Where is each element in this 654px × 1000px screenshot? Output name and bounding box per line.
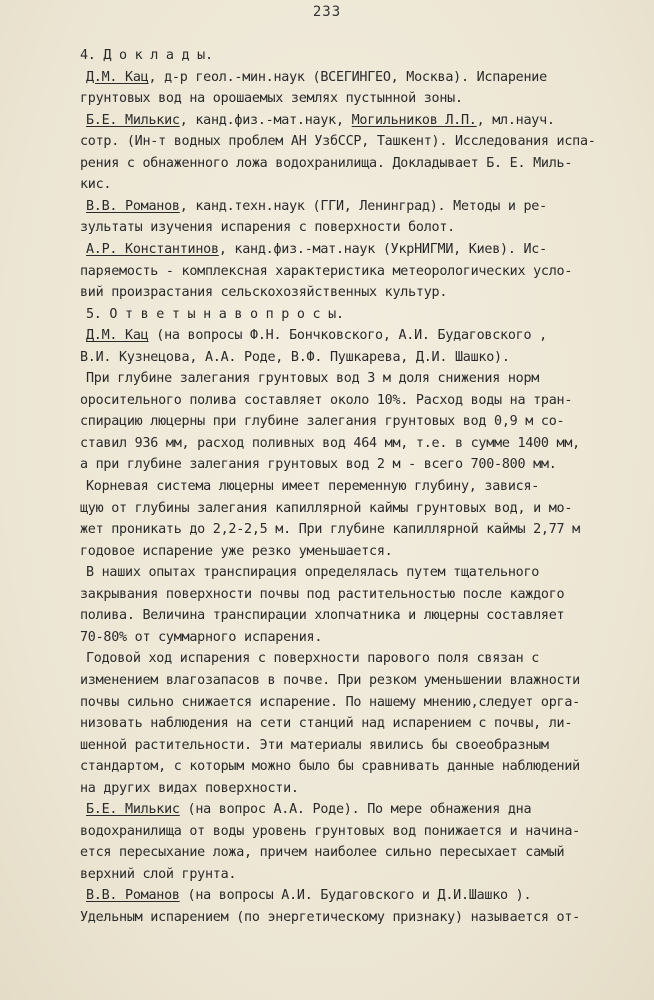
text-line (80, 908, 608, 928)
author-name: В.В. Романов (86, 198, 180, 214)
text-line (80, 585, 608, 605)
text-run: щую от глубины залегания капиллярной каймы грунтовых вод, и мо- (80, 500, 573, 516)
text-line (80, 175, 608, 195)
page-number: 233 (312, 4, 342, 20)
text-line (80, 218, 608, 238)
text-run: зультаты изучения испарения с поверхности болот. (80, 220, 455, 236)
text-run: жет проникать до 2,2-2,5 м. При глубине капиллярной каймы 2,77 м (80, 522, 580, 538)
text-line (80, 714, 608, 734)
text-line (86, 68, 608, 88)
author-name: А.Р. Константинов (86, 241, 219, 257)
text-run: спирацию люцерны при глубине залегания грунтовых вод 0,9 м со- (80, 414, 565, 430)
text-line (80, 46, 608, 66)
text-line (86, 197, 608, 217)
text-run: , канд.физ.-мат.наук, (179, 112, 352, 128)
text-run: Годовой ход испарения с поверхности парового поля связан с (86, 651, 540, 667)
text-line (80, 348, 608, 368)
text-line (80, 822, 608, 842)
text-line (80, 628, 608, 648)
text-line (80, 89, 608, 109)
text-line (86, 305, 608, 325)
text-line (80, 542, 608, 562)
text-run: стандартом, с которым можно было бы сравнивать данные наблюдений (80, 759, 580, 775)
text-run: , канд.физ.-мат.наук (УкрНИГМИ, Киев). Ис- (218, 241, 547, 257)
text-run: закрывания поверхности почвы под растительностью после каждого (80, 586, 565, 602)
text-run: оросительного полива составляет около 10%. Расход воды на тран- (80, 392, 573, 408)
text-run: В наших опытах транспирация определялась путем тщательного (86, 565, 540, 581)
text-line (86, 649, 608, 669)
text-line (80, 779, 608, 799)
text-line (80, 412, 608, 432)
text-run: , канд.техн.наук (ГГИ, Ленинград). Методы и ре- (179, 198, 547, 214)
text-line (80, 455, 608, 475)
text-run: (на вопросы Ф.Н. Бончковского, А.И. Будаговского , (148, 328, 547, 344)
text-line (86, 477, 608, 497)
text-run: Корневая система люцерны имеет переменную глубину, завися- (86, 479, 540, 494)
text-line (86, 111, 608, 131)
text-line (80, 283, 608, 303)
text-line (86, 369, 608, 389)
text-run: изменением влагозапасов в почве. При резком уменьшении влажности (80, 672, 580, 688)
text-run: 5. О т в е т ы н а в о п р о с ы. (86, 306, 344, 322)
text-line (80, 736, 608, 756)
text-line (80, 391, 608, 411)
text-run: вий произрастания сельскохозяйственных культур. (80, 285, 448, 301)
text-run: 70-80% от суммарного испарения. (80, 629, 323, 645)
text-line (86, 886, 608, 906)
text-run: верхний слой грунта. (80, 866, 237, 882)
text-run: , д-р геол.-мин.наук (ВСЕГИНГЕО, Москва). Испарение (148, 69, 547, 85)
author-name: Д.М. Кац (86, 69, 149, 85)
text-line (80, 865, 608, 885)
text-run: В.И. Кузнецова, А.А. Роде, В.Ф. Пушкарева, Д.И. Шашко). (80, 349, 510, 365)
text-run: При глубине залегания грунтовых вод 3 м доля снижения норм (86, 371, 540, 387)
text-line (86, 800, 608, 820)
author-name: Могильников Л.П. (351, 112, 477, 128)
text-run: ставил 936 мм, расход поливных вод 464 мм, т.е. в сумме 1400 мм, (80, 435, 580, 451)
text-line (80, 606, 608, 626)
text-run: шенной растительности. Эти материалы явились бы своеобразным (80, 737, 549, 753)
text-run: , мл.науч. (476, 112, 555, 128)
text-run: низовать наблюдения на сети станций над испарением с почвы, ли- (80, 716, 573, 732)
text-line (86, 563, 608, 583)
text-run: рения с обнаженного ложа водохранилища. Докладывает Б. Е. Миль- (80, 155, 573, 171)
text-line (80, 843, 608, 863)
text-line (86, 240, 608, 260)
text-run: (на вопрос А.А. Роде). По мере обнажения дна (179, 802, 532, 818)
text-line (80, 132, 608, 152)
text-line (80, 520, 608, 540)
text-line (80, 499, 608, 519)
text-run: паряемость - комплексная характеристика метеорологических усло- (80, 263, 573, 279)
text-run: почвы сильно снижается испарение. По нашему мнению,следует орга- (80, 694, 580, 710)
text-run: полива. Величина транспирации хлопчатника и люцерны составляет (80, 608, 565, 624)
text-run: сотр. (Ин-т водных проблем АН УзбССР, Ташкент). Исследования испа- (80, 134, 596, 150)
text-run: ется пересыхание ложа, причем наиболее сильно пересыхает самый (80, 845, 565, 861)
text-run: Удельным испарением (по энергетическому признаку) называется от- (80, 910, 580, 925)
author-name: Б.Е. Милькис (86, 802, 180, 818)
text-run: 4. Д о к л а д ы. (80, 48, 213, 63)
text-run: на других видах поверхности. (80, 780, 299, 796)
text-line (80, 757, 608, 777)
text-line (80, 693, 608, 713)
text-line (80, 154, 608, 174)
text-line (80, 671, 608, 691)
text-run: кис. (80, 177, 112, 193)
text-line (80, 434, 608, 454)
text-line (86, 326, 608, 346)
text-line (80, 262, 608, 282)
author-name: В.В. Романов (86, 888, 180, 904)
text-run: водохранилища от воды уровень грунтовых вод понижается и начина- (80, 823, 580, 839)
text-run: (на вопросы А.И. Будаговского и Д.И.Шашко ). (179, 888, 532, 904)
author-name: Б.Е. Милькис (86, 112, 180, 128)
text-run: грунтовых вод на орошаемых землях пустынной зоны. (80, 91, 463, 107)
text-run: годовое испарение уже резко уменьшается. (80, 543, 393, 559)
author-name: Д.М. Кац (86, 328, 149, 344)
text-run: а при глубине залегания грунтовых вод 2 м - всего 700-800 мм. (80, 457, 557, 473)
